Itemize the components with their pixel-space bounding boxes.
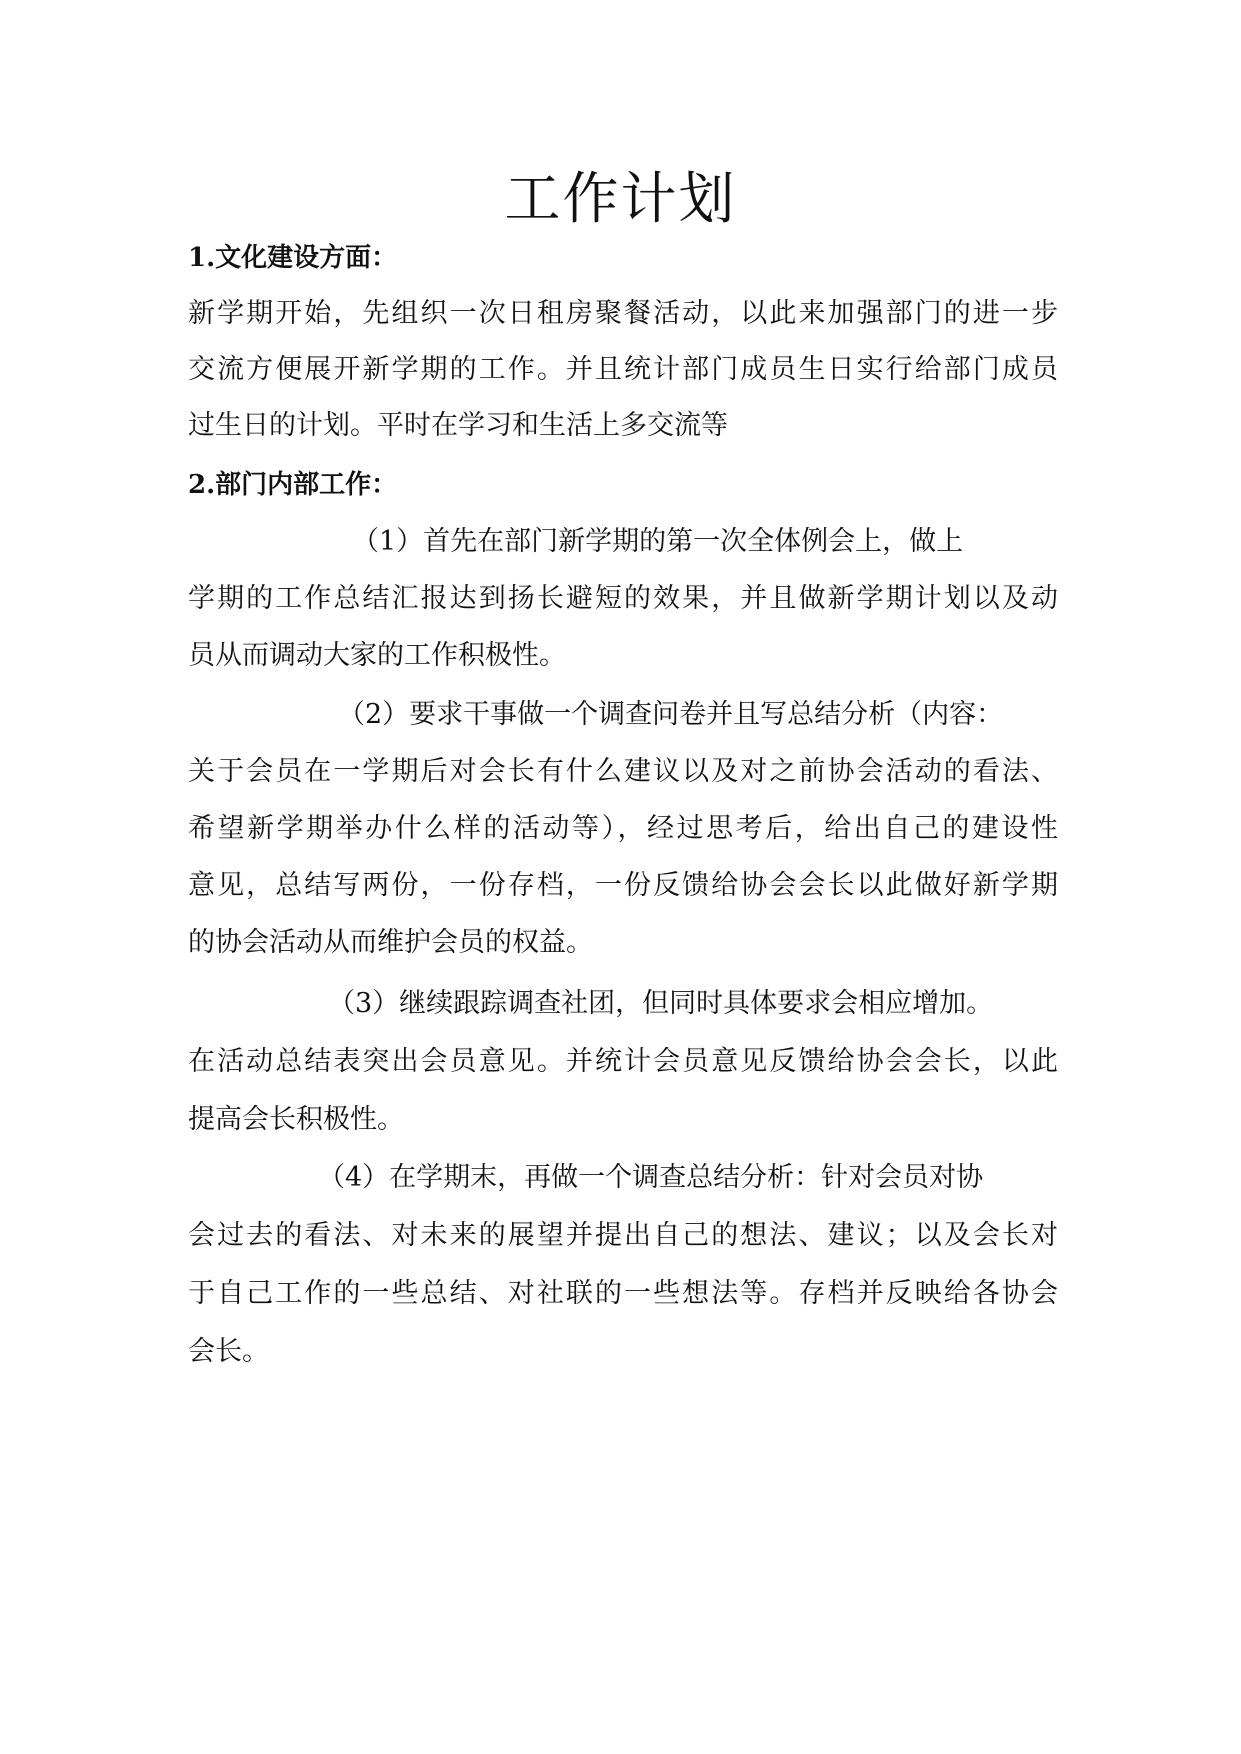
paragraph-line: 过生日的计划。平时在学习和生活上多交流等 (188, 410, 728, 441)
paragraph-line: 新学期开始，先组织一次日租房聚餐活动，以此来加强部门的进一步 (188, 298, 1058, 329)
list-item-2-line: （2）要求干事做一个调查问卷并且写总结分析（内容： (338, 699, 1004, 730)
section-heading-internal-work: 2.部门内部工作： (188, 470, 398, 500)
list-item-2-line: 意见，总结写两份，一份存档，一份反馈给协会会长以此做好新学期 (188, 870, 1058, 901)
list-item-2-line: 希望新学期举办什么样的活动等），经过思考后，给出自己的建设性 (188, 813, 1058, 844)
list-item-2-line: 的协会活动从而维护会员的权益。 (188, 927, 593, 958)
list-item-1-line: 学期的工作总结汇报达到扬长避短的效果，并且做新学期计划以及动 (188, 583, 1058, 614)
list-item-4-line: （4）在学期末，再做一个调查总结分析：针对会员对协 (318, 1162, 984, 1193)
list-item-3-line: 提高会长积极性。 (188, 1104, 404, 1135)
list-item-4-line: 于自己工作的一些总结、对社联的一些想法等。存档并反映给各协会 (188, 1278, 1058, 1309)
list-item-4-line: 会过去的看法、对未来的展望并提出自己的想法、建议；以及会长对 (188, 1220, 1058, 1251)
section-heading-culture: 1.文化建设方面： (188, 243, 398, 273)
list-item-2-line: 关于会员在一学期后对会长有什么建议以及对之前协会活动的看法、 (188, 756, 1058, 787)
paragraph-line: 交流方便展开新学期的工作。并且统计部门成员生日实行给部门成员 (188, 354, 1058, 385)
list-item-1-line: （1）首先在部门新学期的第一次全体例会上，做上 (352, 526, 964, 557)
list-item-3-line: 在活动总结表突出会员意见。并统计会员意见反馈给协会会长，以此 (188, 1046, 1058, 1077)
list-item-3-line: （3）继续跟踪调查社团，但同时具体要求会相应增加。 (328, 988, 994, 1019)
list-item-1-line: 员从而调动大家的工作积极性。 (188, 640, 566, 671)
document-title: 工作计划 (504, 167, 737, 232)
list-item-4-line: 会长。 (188, 1336, 269, 1367)
